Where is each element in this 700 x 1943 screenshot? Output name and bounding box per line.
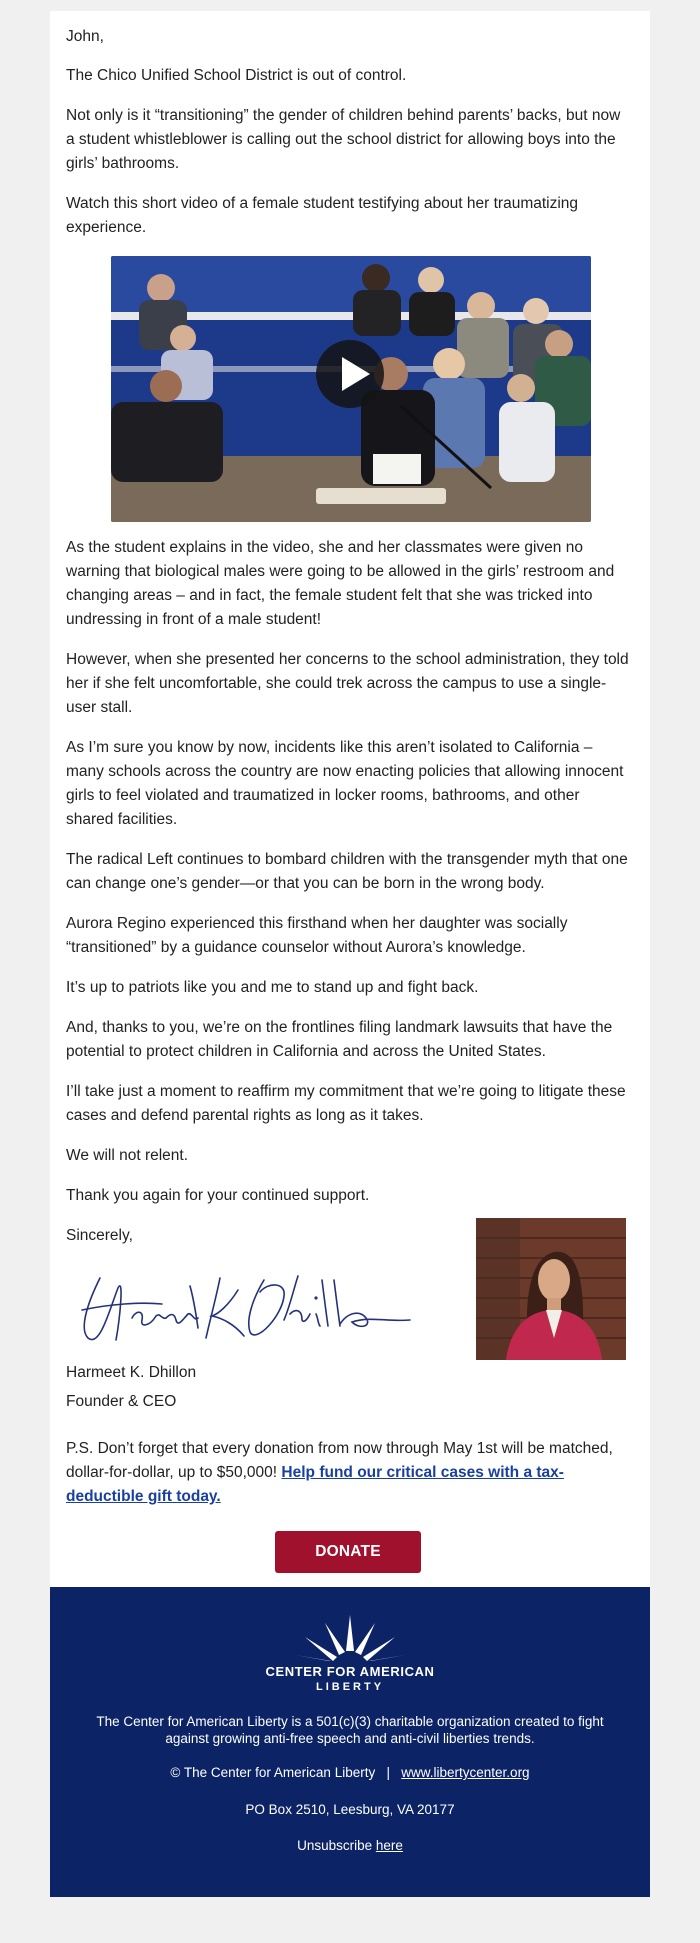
paragraph: It’s up to patriots like you and me to stand up and fight back.: [66, 979, 479, 996]
copyright: © The Center for American Liberty: [170, 1765, 376, 1780]
video-thumbnail[interactable]: [111, 256, 591, 522]
unsubscribe-line: [50, 1837, 650, 1854]
unsubscribe-prefix: Unsubscribe: [297, 1838, 376, 1853]
footer: [50, 1587, 650, 1897]
paragraph: However, when she presented her concerns to the school administration, they told her if she felt uncomfortable, she could trek across the campus to use a single-user stall.: [66, 651, 629, 716]
ps-text: P.S. Don’t forget that every donation from now through May 1st will be matched, dollar-for-dollar, up to $50,000!: [66, 1440, 613, 1481]
sender-title: Founder & CEO: [66, 1393, 177, 1410]
separator: |: [386, 1765, 390, 1780]
sunburst-logo-icon: [295, 1615, 405, 1661]
postscript: [66, 1437, 630, 1509]
paragraph: The Chico Unified School District is out of control.: [66, 67, 407, 84]
paragraph: As I’m sure you know by now, incidents like this aren’t isolated to California – many schools across the country are now enacting policies that allowing innocent girls to feel violated and traumatized in locker rooms, bathrooms, and other shared facilities.: [66, 739, 624, 828]
sender-photo: [476, 1218, 626, 1360]
email-container: [50, 11, 650, 1897]
unsubscribe-link[interactable]: here: [375, 1838, 403, 1853]
handwritten-signature: [70, 1258, 430, 1354]
paragraph: Not only is it “transitioning” the gender of children behind parents’ backs, but now a student whistleblower is calling out the school district for allowing boys into the girls’ bathrooms.: [66, 107, 621, 172]
paragraph: Thank you again for your continued support.: [66, 1187, 370, 1204]
organization-logo: [258, 1615, 442, 1705]
email-body: [50, 11, 650, 1587]
play-icon[interactable]: [316, 340, 384, 408]
donate-wrap: [66, 1525, 630, 1587]
ps-donate-link[interactable]: Help fund our critical cases with a tax-deductible gift today.: [66, 1464, 564, 1505]
donate-button[interactable]: DONATE: [275, 1531, 421, 1573]
greeting: John,: [66, 28, 104, 45]
logo-line-1: CENTER FOR AMERICAN: [265, 1664, 435, 1679]
paragraph: Aurora Regino experienced this firsthand when her daughter was socially “transitioned” by a guidance counselor without Aurora’s knowledge.: [66, 915, 568, 956]
signoff: Sincerely,: [66, 1227, 133, 1244]
website-link[interactable]: www.libertycenter.org: [401, 1765, 530, 1780]
paragraph: Watch this short video of a female student testifying about her traumatizing experience.: [66, 195, 579, 236]
mailing-address: PO Box 2510, Leesburg, VA 20177: [245, 1802, 455, 1817]
paragraph: I’ll take just a moment to reaffirm my commitment that we’re going to litigate these cases and defend parental rights as long as it takes.: [66, 1083, 626, 1124]
sender-name: Harmeet K. Dhillon: [66, 1364, 197, 1381]
paragraph: And, thanks to you, we’re on the frontlines filing landmark lawsuits that have the potential to protect children in California and across the United States.: [66, 1019, 613, 1060]
signature-block: [66, 1224, 630, 1419]
paragraph: As the student explains in the video, she and her classmates were given no warning that biological males were going to be allowed in the girls’ restroom and changing areas – and in fact, the female student felt that she was tricked into undressing in front of a male student!: [66, 539, 615, 628]
paragraph: We will not relent.: [66, 1147, 189, 1164]
logo-line-2: LIBERTY: [315, 1681, 385, 1693]
footer-description: The Center for American Liberty is a 501(c)(3) charitable organization created to fight against growing anti-free speech and anti-civil liberties trends.: [96, 1714, 604, 1746]
paragraph: The radical Left continues to bombard children with the transgender myth that one can change one’s gender—or that you can be born in the wrong body.: [66, 851, 628, 892]
footer-copyright-line: [50, 1764, 650, 1781]
